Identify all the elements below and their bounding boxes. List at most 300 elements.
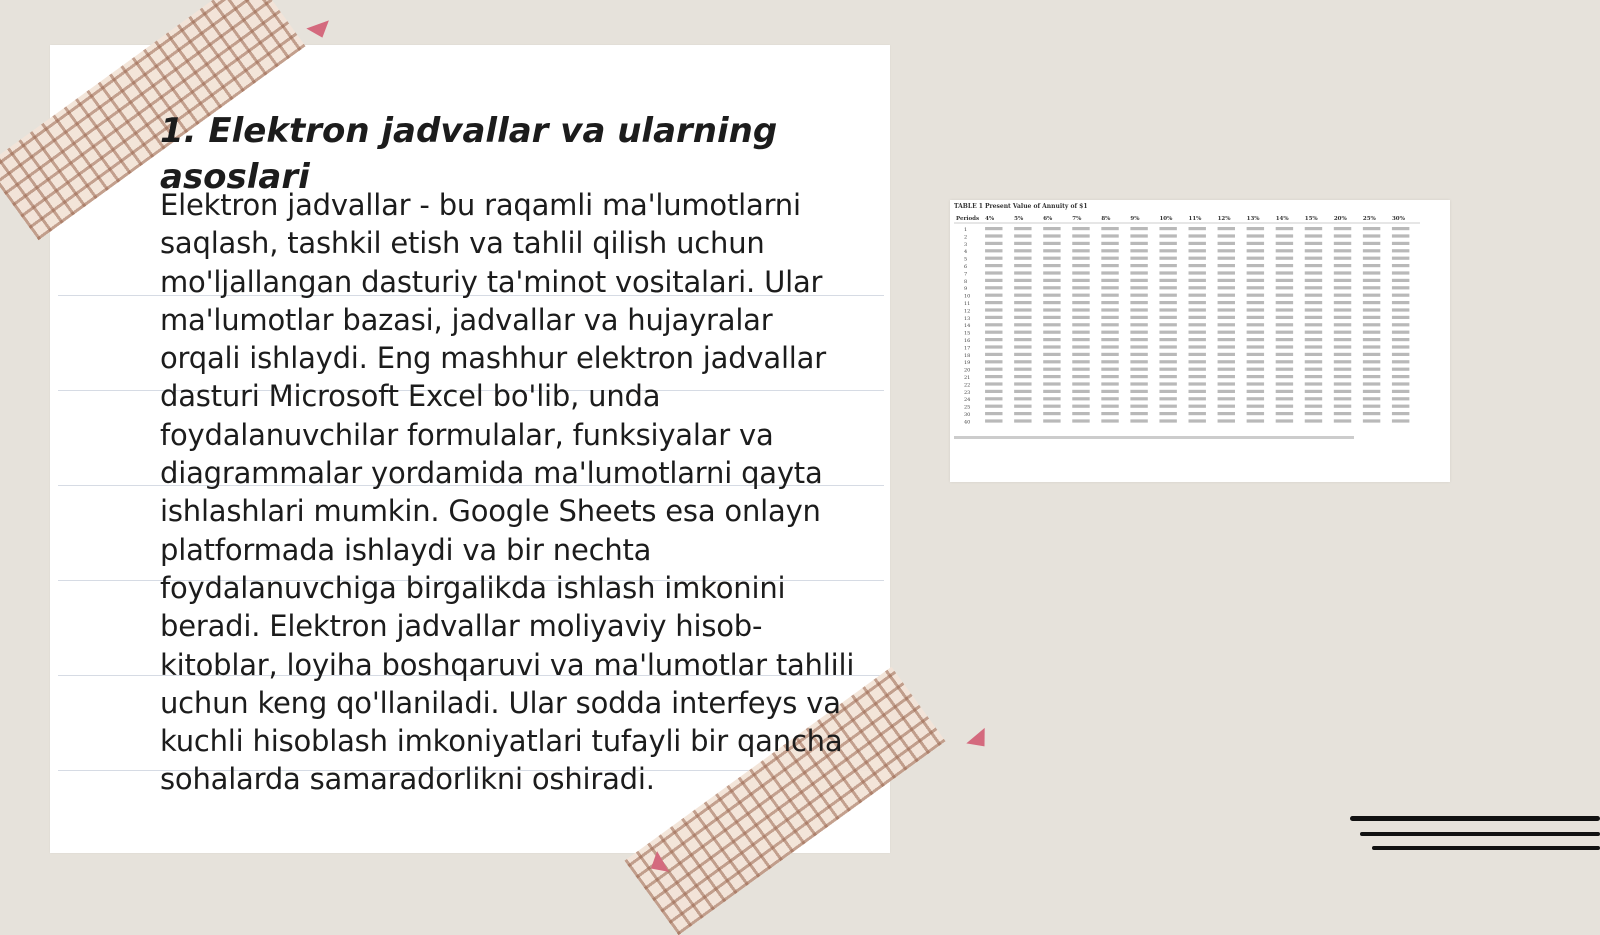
table-value-blur — [1014, 412, 1031, 415]
table-period-cell: 5 — [964, 256, 968, 263]
table-value-blur — [1189, 345, 1206, 348]
table-value-blur — [1189, 249, 1206, 252]
table-value-blur — [1334, 331, 1351, 334]
table-value-blur — [1130, 353, 1147, 356]
table-value-blur — [1218, 375, 1235, 378]
table-value-blur — [1363, 375, 1380, 378]
table-footnote-blur — [954, 436, 1354, 439]
table-value-blur — [1218, 301, 1235, 304]
table-value-blur — [1392, 286, 1409, 289]
table-value-blur — [985, 242, 1002, 245]
table-value-blur — [1334, 412, 1351, 415]
table-value-blur — [1189, 419, 1206, 422]
table-value-blur — [1072, 375, 1089, 378]
table-value-blur — [1218, 242, 1235, 245]
table-value-blur — [1014, 360, 1031, 363]
table-value-blur — [1101, 390, 1118, 393]
table-value-blur — [1014, 286, 1031, 289]
table-period-cell: 1 — [964, 227, 968, 233]
table-value-blur — [1247, 234, 1264, 237]
table-value-blur — [1101, 338, 1118, 341]
table-value-blur — [1392, 301, 1409, 304]
table-value-blur — [1189, 382, 1206, 385]
table-value-blur — [1014, 264, 1031, 267]
table-value-blur — [1072, 301, 1089, 304]
table-value-blur — [1159, 316, 1176, 319]
table-value-blur — [1276, 257, 1293, 260]
table-value-blur — [1014, 353, 1031, 356]
table-value-blur — [1189, 294, 1206, 297]
table-value-blur — [1072, 308, 1089, 311]
table-value-blur — [1247, 294, 1264, 297]
table-value-blur — [1392, 234, 1409, 237]
table-value-blur — [1072, 338, 1089, 341]
table-value-blur — [1130, 360, 1147, 363]
table-value-blur — [1189, 368, 1206, 371]
table-value-blur — [1072, 405, 1089, 408]
table-value-blur — [1218, 279, 1235, 282]
table-value-blur — [1043, 382, 1060, 385]
table-value-blur — [1101, 360, 1118, 363]
table-value-blur — [1276, 286, 1293, 289]
table-value-blur — [1276, 294, 1293, 297]
table-value-blur — [1159, 405, 1176, 408]
deco-line — [1350, 816, 1600, 821]
table-value-blur — [1159, 345, 1176, 348]
table-value-blur — [1159, 338, 1176, 341]
table-value-blur — [1189, 338, 1206, 341]
table-value-blur — [1334, 249, 1351, 252]
table-value-blur — [1014, 382, 1031, 385]
table-value-blur — [1305, 338, 1322, 341]
table-value-blur — [1392, 279, 1409, 282]
table-value-blur — [1363, 308, 1380, 311]
table-value-blur — [1247, 382, 1264, 385]
table-value-blur — [1014, 249, 1031, 252]
table-value-blur — [1334, 375, 1351, 378]
table-value-blur — [985, 345, 1002, 348]
table-value-blur — [1363, 294, 1380, 297]
table-value-blur — [1218, 345, 1235, 348]
table-value-blur — [1247, 338, 1264, 341]
table-value-blur — [1218, 338, 1235, 341]
table-value-blur — [1130, 264, 1147, 267]
table-value-blur — [1218, 308, 1235, 311]
table-value-blur — [1392, 368, 1409, 371]
table-header-cell: 14% — [1275, 216, 1289, 222]
table-value-blur — [1392, 345, 1409, 348]
table-period-cell: 13 — [964, 315, 971, 322]
table-value-blur — [1189, 316, 1206, 319]
table-value-blur — [1189, 264, 1206, 267]
table-value-blur — [1072, 249, 1089, 252]
table-value-blur — [1159, 234, 1176, 237]
table-value-blur — [1247, 286, 1264, 289]
table-value-blur — [1334, 353, 1351, 356]
table-value-blur — [1392, 227, 1409, 230]
table-value-blur — [1130, 405, 1147, 408]
table-value-blur — [1305, 308, 1322, 311]
table-value-blur — [1276, 331, 1293, 334]
table-value-blur — [1363, 331, 1380, 334]
table-value-blur — [1130, 316, 1147, 319]
table-value-blur — [985, 264, 1002, 267]
table-value-blur — [1334, 360, 1351, 363]
table-value-blur — [1043, 308, 1060, 311]
table-value-blur — [1043, 242, 1060, 245]
table-value-blur — [1218, 331, 1235, 334]
table-value-blur — [1043, 360, 1060, 363]
table-value-blur — [1218, 234, 1235, 237]
table-value-blur — [985, 234, 1002, 237]
table-value-blur — [985, 271, 1002, 274]
table-value-blur — [1101, 227, 1118, 230]
table-value-blur — [1247, 227, 1264, 230]
table-value-blur — [1305, 234, 1322, 237]
table-value-blur — [985, 316, 1002, 319]
table-value-blur — [1043, 279, 1060, 282]
table-value-blur — [1014, 397, 1031, 400]
table-value-blur — [1072, 316, 1089, 319]
table-value-blur — [1392, 257, 1409, 260]
table-value-blur — [1101, 323, 1118, 326]
table-value-blur — [1334, 234, 1351, 237]
table-value-blur — [1043, 227, 1060, 230]
table-value-blur — [1130, 279, 1147, 282]
table-value-blur — [1218, 382, 1235, 385]
table-value-blur — [1363, 353, 1380, 356]
table-value-blur — [1276, 271, 1293, 274]
table-value-blur — [1305, 301, 1322, 304]
table-header-cell: 25% — [1362, 216, 1376, 222]
table-value-blur — [1334, 279, 1351, 282]
table-period-cell: 6 — [964, 264, 968, 270]
table-value-blur — [1218, 412, 1235, 415]
table-value-blur — [1334, 286, 1351, 289]
table-value-blur — [1276, 316, 1293, 319]
table-value-blur — [1334, 301, 1351, 304]
table-value-blur — [985, 308, 1002, 311]
table-value-blur — [1189, 242, 1206, 245]
table-value-blur — [1247, 264, 1264, 267]
table-value-blur — [985, 368, 1002, 371]
table-value-blur — [1072, 242, 1089, 245]
table-value-blur — [1305, 227, 1322, 230]
table-period-cell: 8 — [964, 278, 968, 285]
table-value-blur — [1101, 264, 1118, 267]
table-value-blur — [1305, 249, 1322, 252]
table-value-blur — [1043, 264, 1060, 267]
table-value-blur — [1043, 271, 1060, 274]
table-value-blur — [1189, 360, 1206, 363]
table-value-blur — [1247, 390, 1264, 393]
table-value-blur — [1101, 234, 1118, 237]
table-value-blur — [1247, 242, 1264, 245]
table-value-blur — [1392, 397, 1409, 400]
table-value-blur — [1101, 345, 1118, 348]
table-value-blur — [1189, 271, 1206, 274]
table-value-blur — [1276, 227, 1293, 230]
table-value-blur — [1276, 353, 1293, 356]
table-value-blur — [1305, 331, 1322, 334]
table-value-blur — [1247, 412, 1264, 415]
table-value-blur — [1218, 390, 1235, 393]
table-value-blur — [1305, 316, 1322, 319]
table-value-blur — [1392, 331, 1409, 334]
table-value-blur — [1218, 264, 1235, 267]
table-value-blur — [1043, 390, 1060, 393]
table-period-cell: 7 — [964, 271, 968, 278]
table-value-blur — [1101, 353, 1118, 356]
table-value-blur — [1392, 308, 1409, 311]
table-value-blur — [1130, 294, 1147, 297]
table-value-blur — [1392, 323, 1409, 326]
table-header-cell: 4% — [985, 216, 995, 222]
table-value-blur — [1014, 338, 1031, 341]
table-value-blur — [1363, 338, 1380, 341]
table-value-blur — [1363, 242, 1380, 245]
table-value-blur — [1334, 264, 1351, 267]
table-value-blur — [1218, 271, 1235, 274]
table-value-blur — [1189, 412, 1206, 415]
table-value-blur — [1276, 242, 1293, 245]
table-value-blur — [1014, 375, 1031, 378]
table-value-blur — [1159, 279, 1176, 282]
table-value-blur — [1247, 368, 1264, 371]
table-value-blur — [1159, 412, 1176, 415]
table-value-blur — [985, 279, 1002, 282]
table-value-blur — [1334, 345, 1351, 348]
table-value-blur — [1363, 405, 1380, 408]
table-value-blur — [1159, 397, 1176, 400]
table-value-blur — [1043, 257, 1060, 260]
table-value-blur — [1043, 353, 1060, 356]
table-value-blur — [1159, 249, 1176, 252]
table-value-blur — [1189, 375, 1206, 378]
table-value-blur — [1072, 264, 1089, 267]
table-value-blur — [1392, 360, 1409, 363]
table-value-blur — [1043, 249, 1060, 252]
table-value-blur — [985, 301, 1002, 304]
table-value-blur — [1014, 271, 1031, 274]
table-header-cell: 9% — [1130, 216, 1140, 222]
table-header-cell: 11% — [1188, 216, 1202, 222]
table-value-blur — [1218, 294, 1235, 297]
table-value-blur — [1101, 331, 1118, 334]
table-value-blur — [1130, 286, 1147, 289]
table-caption: TABLE 1 Present Value of Annuity of $1 — [954, 203, 1088, 210]
table-value-blur — [1247, 249, 1264, 252]
table-value-blur — [1130, 382, 1147, 385]
table-value-blur — [1247, 419, 1264, 422]
table-value-blur — [1305, 419, 1322, 422]
table-value-blur — [1218, 368, 1235, 371]
table-value-blur — [1159, 419, 1176, 422]
table-value-blur — [985, 397, 1002, 400]
table-value-blur — [1276, 405, 1293, 408]
table-value-blur — [1014, 279, 1031, 282]
table-value-blur — [1072, 257, 1089, 260]
table-value-blur — [1363, 316, 1380, 319]
table-value-blur — [1130, 323, 1147, 326]
table-value-blur — [1101, 375, 1118, 378]
table-period-cell: 14 — [964, 323, 971, 330]
slide-body-text: Elektron jadvallar - bu raqamli ma'lumotlarni saqlash, tashkil etish va tahlil qilish uchun mo'ljallangan dasturiy ta'minot vositalari. Ular ma'lumotlar bazasi, jadvallar va hujayralar orqali ishlaydi. Eng mashhur elektron jadvallar dasturi Microsoft Excel bo'lib, unda foydalanuvchilar formulalar, funksiyalar va diagrammalar yordamida ma'lumotlarni qayta ishlashlari mumkin. Google Sheets esa onlayn platformada ishlaydi va bir nechta foydalanuvchiga birgalikda ishlash imkonini beradi. Elektron jadvallar moliyaviy hisob-kitoblar, loyiha boshqaruvi va ma'lumotlar tahlili uchun keng qo'llaniladi. Ular sodda interfeys va kuchli hisoblash imkoniyatlari tufayli bir qancha sohalarda samaradorlikni oshiradi. — [160, 188, 855, 797]
table-value-blur — [1101, 412, 1118, 415]
table-value-blur — [1276, 345, 1293, 348]
table-value-blur — [1247, 405, 1264, 408]
table-value-blur — [1305, 382, 1322, 385]
table-value-blur — [1159, 264, 1176, 267]
table-value-blur — [1014, 257, 1031, 260]
table-value-blur — [1159, 271, 1176, 274]
table-period-cell: 3 — [964, 241, 968, 248]
table-value-blur — [1159, 286, 1176, 289]
table-period-cell: 30 — [964, 412, 971, 418]
table-period-cell: 16 — [964, 338, 971, 344]
table-value-blur — [1305, 405, 1322, 408]
table-value-blur — [1392, 294, 1409, 297]
table-value-blur — [1334, 227, 1351, 230]
table-value-blur — [1101, 257, 1118, 260]
table-value-blur — [1392, 382, 1409, 385]
table-header-cell: 10% — [1159, 216, 1173, 222]
table-value-blur — [1334, 271, 1351, 274]
table-value-blur — [1305, 368, 1322, 371]
table-value-blur — [1014, 331, 1031, 334]
table-period-cell: 20 — [964, 367, 971, 374]
table-value-blur — [1159, 242, 1176, 245]
table-value-blur — [1159, 382, 1176, 385]
table-value-blur — [1130, 271, 1147, 274]
table-value-blur — [1305, 390, 1322, 393]
table-value-blur — [1014, 368, 1031, 371]
table-value-blur — [1247, 316, 1264, 319]
table-value-blur — [1276, 397, 1293, 400]
table-value-blur — [1363, 390, 1380, 393]
table-value-blur — [1247, 353, 1264, 356]
table-period-cell: 11 — [964, 301, 971, 307]
table-value-blur — [1043, 301, 1060, 304]
table-value-blur — [1305, 353, 1322, 356]
table-value-blur — [1014, 323, 1031, 326]
table-value-blur — [1101, 279, 1118, 282]
table-value-blur — [1101, 249, 1118, 252]
table-value-blur — [1334, 405, 1351, 408]
table-value-blur — [1014, 242, 1031, 245]
table-value-blur — [985, 412, 1002, 415]
table-value-blur — [1072, 279, 1089, 282]
table-value-blur — [1130, 412, 1147, 415]
table-value-blur — [1392, 316, 1409, 319]
table-value-blur — [1305, 397, 1322, 400]
table-value-blur — [1043, 375, 1060, 378]
table-value-blur — [1159, 331, 1176, 334]
table-value-blur — [985, 323, 1002, 326]
table-value-blur — [1072, 397, 1089, 400]
table-value-blur — [1043, 397, 1060, 400]
table-value-blur — [1334, 338, 1351, 341]
table-value-blur — [1247, 257, 1264, 260]
table-value-blur — [1159, 301, 1176, 304]
table-value-blur — [1218, 257, 1235, 260]
table-value-blur — [1305, 360, 1322, 363]
table-value-blur — [1043, 316, 1060, 319]
table-value-blur — [1218, 323, 1235, 326]
table-value-blur — [1159, 360, 1176, 363]
deco-line — [1360, 832, 1600, 836]
table-value-blur — [1130, 419, 1147, 422]
table-value-blur — [1276, 249, 1293, 252]
table-value-blur — [1014, 294, 1031, 297]
table-value-blur — [1363, 345, 1380, 348]
table-value-blur — [1189, 405, 1206, 408]
table-value-blur — [1130, 308, 1147, 311]
table-value-blur — [1043, 338, 1060, 341]
table-header-cell: 30% — [1391, 216, 1405, 222]
table-value-blur — [1247, 301, 1264, 304]
table-value-blur — [1334, 308, 1351, 311]
table-value-blur — [1392, 390, 1409, 393]
table-value-blur — [1247, 308, 1264, 311]
table-value-blur — [1363, 227, 1380, 230]
table-value-blur — [1276, 375, 1293, 378]
table-header-cell: 5% — [1014, 216, 1024, 222]
table-value-blur — [1392, 249, 1409, 252]
table-value-blur — [1072, 382, 1089, 385]
table-value-blur — [1363, 368, 1380, 371]
decorative-lines — [1340, 810, 1600, 870]
table-value-blur — [1159, 390, 1176, 393]
table-value-blur — [1189, 353, 1206, 356]
table-value-blur — [1159, 368, 1176, 371]
table-value-blur — [1276, 360, 1293, 363]
table-value-blur — [1101, 368, 1118, 371]
table-value-blur — [1363, 301, 1380, 304]
table-value-blur — [1072, 323, 1089, 326]
table-value-blur — [1305, 412, 1322, 415]
table-period-cell: 22 — [964, 382, 971, 389]
table-value-blur — [1101, 242, 1118, 245]
table-value-blur — [1043, 419, 1060, 422]
table-value-blur — [1276, 419, 1293, 422]
table-value-blur — [1014, 308, 1031, 311]
table-value-blur — [1247, 279, 1264, 282]
table-value-blur — [1276, 308, 1293, 311]
table-header-cell: 8% — [1101, 216, 1111, 222]
table-value-blur — [1159, 308, 1176, 311]
table-header-cell: 6% — [1043, 216, 1053, 222]
table-value-blur — [1014, 419, 1031, 422]
table-value-blur — [1363, 257, 1380, 260]
table-value-blur — [1014, 316, 1031, 319]
table-value-blur — [1189, 257, 1206, 260]
table-value-blur — [1363, 271, 1380, 274]
table-value-blur — [1363, 286, 1380, 289]
table-value-blur — [1247, 375, 1264, 378]
table-period-cell: 17 — [964, 345, 971, 352]
table-value-blur — [1072, 286, 1089, 289]
table-value-blur — [1276, 279, 1293, 282]
deco-line — [1372, 846, 1600, 850]
table-value-blur — [1130, 242, 1147, 245]
table-value-blur — [1305, 375, 1322, 378]
table-value-blur — [1101, 397, 1118, 400]
table-value-blur — [1043, 405, 1060, 408]
table-value-blur — [1218, 405, 1235, 408]
table-value-blur — [1334, 382, 1351, 385]
table-value-blur — [1392, 338, 1409, 341]
